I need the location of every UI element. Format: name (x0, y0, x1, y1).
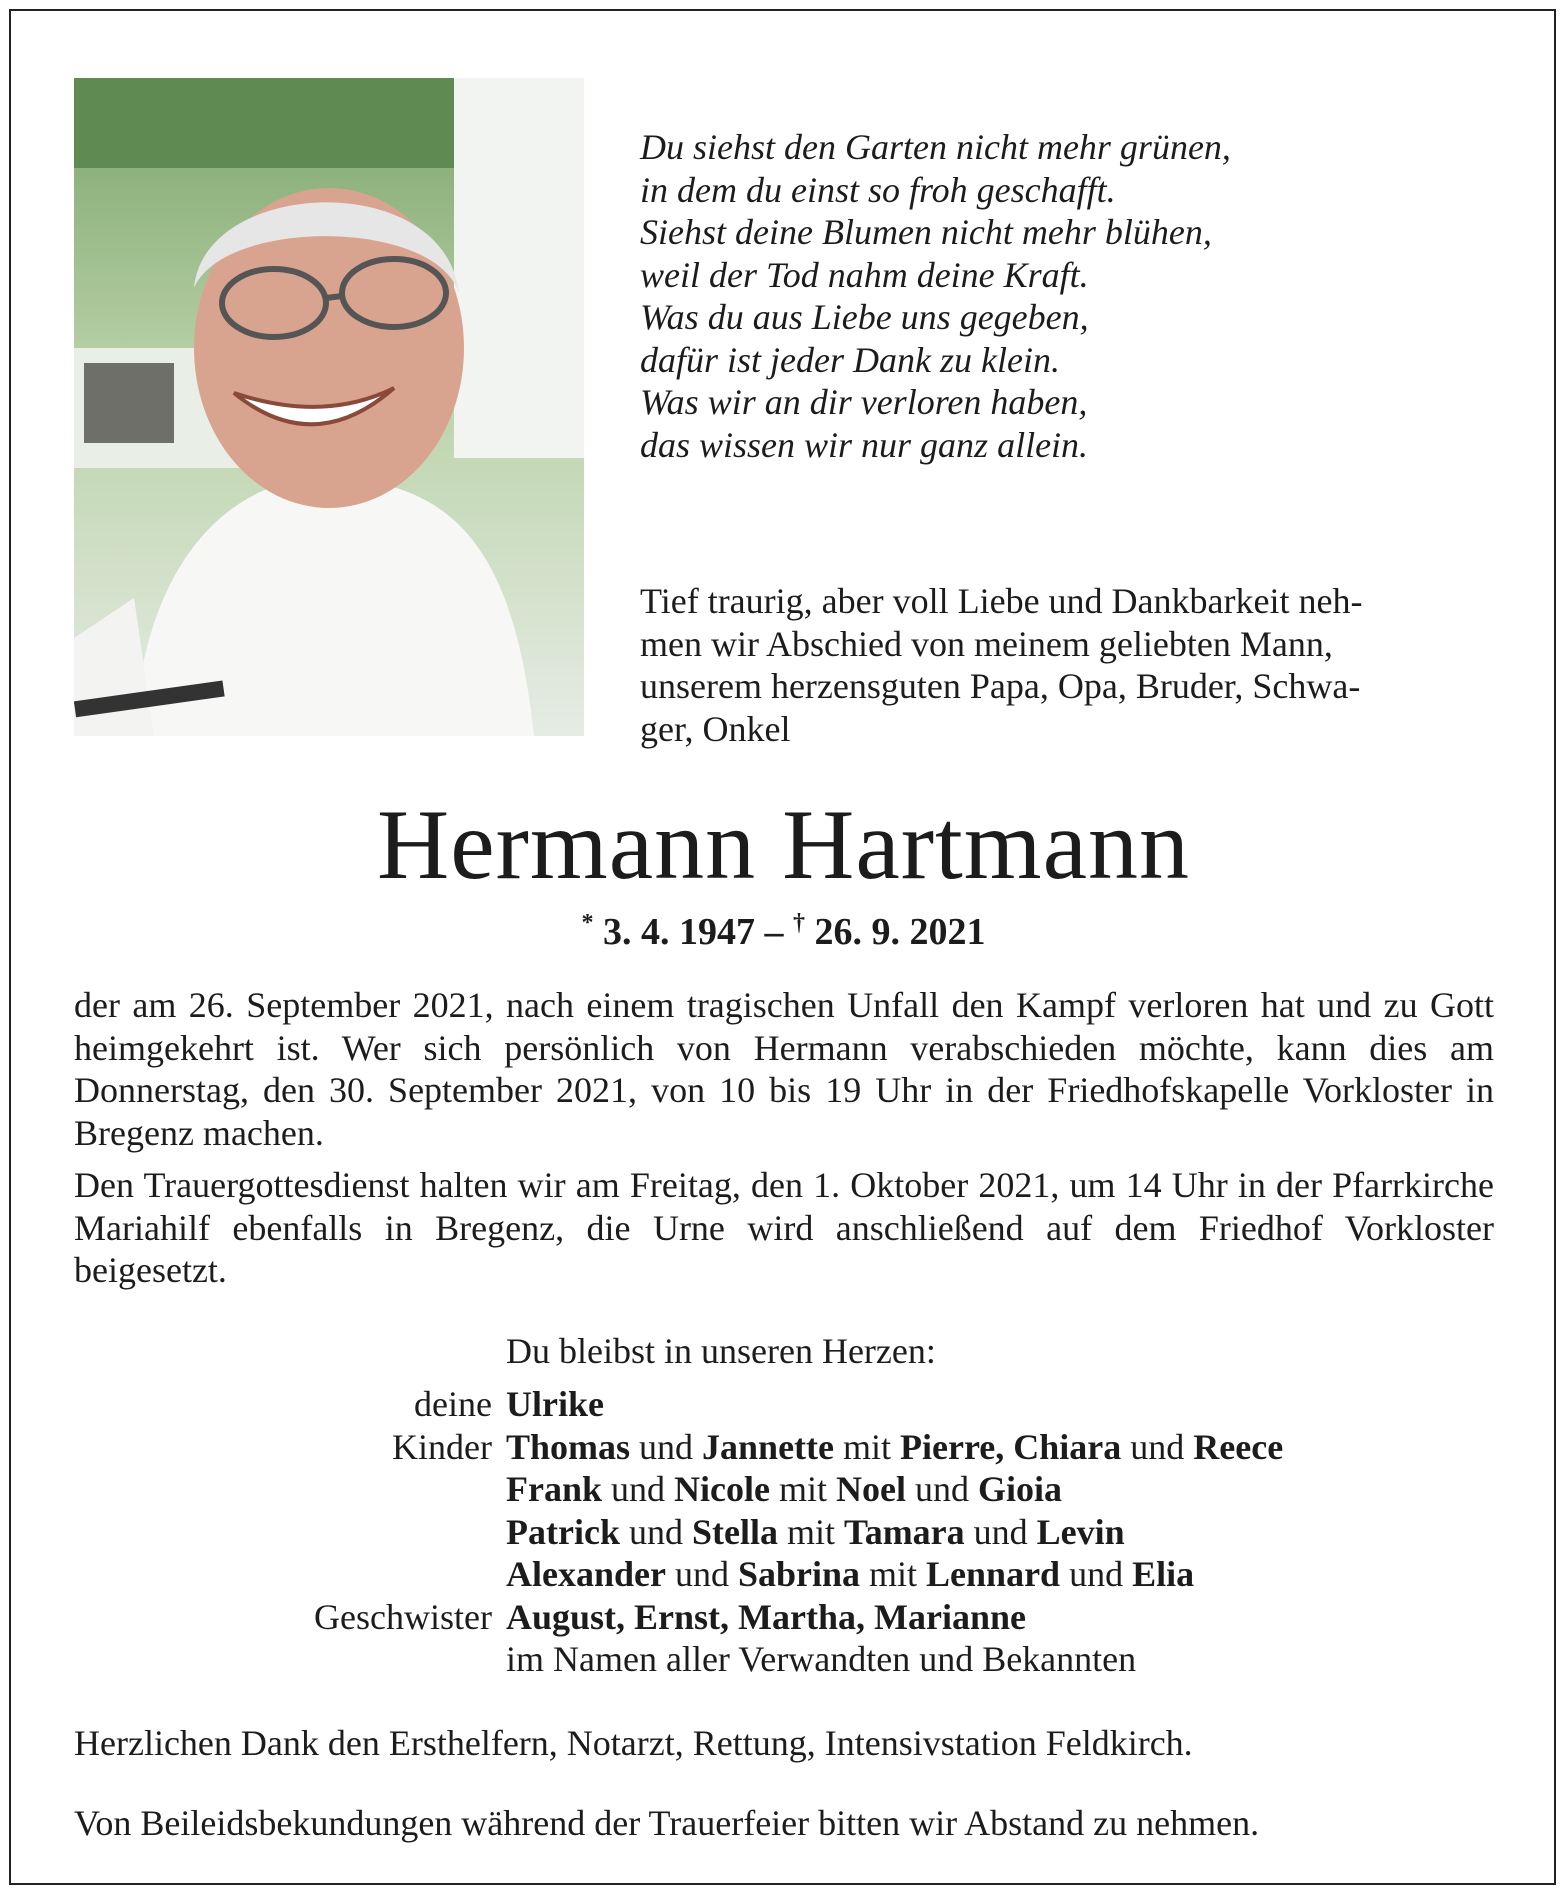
grandchild-name: Elia (1132, 1554, 1195, 1594)
portrait-photo (74, 78, 584, 736)
siblings-label: Geschwister (314, 1596, 492, 1637)
and-word: und (914, 1469, 969, 1509)
sibling-names: August, Ernst, Martha, Marianne (506, 1596, 1026, 1637)
body-paragraph-1: der am 26. September 2021, nach einem tragischen Unfall den Kampf verloren hat und zu Gott heimgekehrt ist. Wer sich persönlich von Hermann verabschieden möchte, kann dies am Donnerstag, den 30. September 2021, von 10 bis 19 Uhr in der Friedhofskapelle Vorkloster in Bregenz machen. (74, 985, 1494, 1153)
wife-name: Ulrike (506, 1384, 604, 1424)
poem-line: Siehst deine Blumen nicht mehr blühen, (640, 212, 1212, 252)
child-name: Patrick (506, 1511, 620, 1552)
child-name: Frank (506, 1469, 603, 1509)
family-row-children-2 (0, 1468, 1567, 1511)
intro-line: men wir Abschied von meinem geliebten Mann, (640, 623, 1333, 664)
poem-line: Was wir an dir verloren haben, (640, 382, 1088, 422)
with-word: mit (786, 1511, 835, 1552)
wife-label: deine (414, 1384, 492, 1424)
intro-line: unserem herzensguten Papa, Opa, Bruder, Schwa- (640, 666, 1361, 706)
grandchild-name: Lennard (926, 1554, 1061, 1594)
poem-line: weil der Tod nahm deine Kraft. (640, 254, 1089, 295)
and-word: und (1130, 1426, 1185, 1467)
family-row-relatives (0, 1638, 1567, 1681)
poem-line: Du siehst den Garten nicht mehr grünen, (640, 127, 1231, 167)
child-name: Alexander (506, 1554, 666, 1594)
family-row-children-3 (0, 1511, 1567, 1554)
partner-name: Stella (691, 1511, 778, 1552)
intro-line: ger, Onkel (640, 708, 791, 749)
thanks-line: Herzlichen Dank den Ersthelfern, Notarzt, Rettung, Intensivstation Feldkirch. (74, 1723, 1193, 1763)
life-dates (0, 910, 1567, 954)
and-word: und (628, 1511, 683, 1552)
grandchild-name: Gioia (977, 1469, 1062, 1509)
with-word: mit (843, 1426, 892, 1467)
partner-name: Jannette (702, 1426, 835, 1467)
and-word: und (611, 1469, 666, 1509)
and-word: und (1069, 1554, 1124, 1594)
family-row-children-1 (0, 1426, 1567, 1469)
and-word: und (639, 1426, 694, 1467)
and-word: und (674, 1554, 729, 1594)
poem-line: Was du aus Liebe uns gegeben, (640, 297, 1089, 337)
family-row-wife (0, 1383, 1567, 1426)
grandchild-name: Noel (836, 1469, 906, 1509)
grandchild-name: Tamara (843, 1511, 965, 1552)
family-row-children-4 (0, 1553, 1567, 1596)
child-name: Thomas (506, 1426, 631, 1467)
intro-line: Tief traurig, aber voll Liebe und Dankbarkeit neh- (640, 581, 1363, 621)
poem-line: dafür ist jeder Dank zu klein. (640, 339, 1060, 380)
family-row-siblings (0, 1596, 1567, 1639)
date-separator: – (764, 911, 784, 953)
grandchild-names: Pierre, Chiara (900, 1426, 1122, 1467)
grandchild-name: Reece (1193, 1426, 1284, 1467)
deceased-name: Hermann Hartmann (377, 789, 1190, 900)
with-word: mit (869, 1554, 918, 1594)
poem-line: das wissen wir nur ganz allein. (640, 424, 1089, 465)
poem-line: in dem du einst so froh geschafft. (640, 169, 1116, 210)
relatives-line: im Namen aller Verwandten und Bekannten (506, 1639, 1137, 1679)
family-list (0, 1383, 1567, 1681)
birth-date: 3. 4. 1947 (603, 911, 755, 953)
partner-name: Nicole (674, 1469, 770, 1509)
and-word: und (973, 1511, 1028, 1552)
with-word: mit (778, 1469, 827, 1509)
partner-name: Sabrina (737, 1554, 861, 1594)
children-label: Kinder (392, 1426, 492, 1467)
grandchild-name: Levin (1036, 1511, 1125, 1552)
body-paragraph-2: Den Trauergottesdienst halten wir am Freitag, den 1. Oktober 2021, um 14 Uhr in der Pfarrkirche Mariahilf ebenfalls in Bregenz, die Urne wird anschließend auf dem Friedhof Vorkloster beigesetzt. (74, 1165, 1494, 1290)
farewell-line: Du bleibst in unseren Herzen: (506, 1331, 936, 1371)
intro-text (640, 580, 1362, 750)
birth-mark: * (581, 910, 594, 936)
poem (640, 126, 1231, 466)
condolence-request: Von Beileidsbekundungen während der Trauerfeier bitten wir Abstand zu nehmen. (74, 1803, 1260, 1843)
death-mark: † (793, 910, 805, 936)
death-date: 26. 9. 2021 (814, 911, 986, 953)
